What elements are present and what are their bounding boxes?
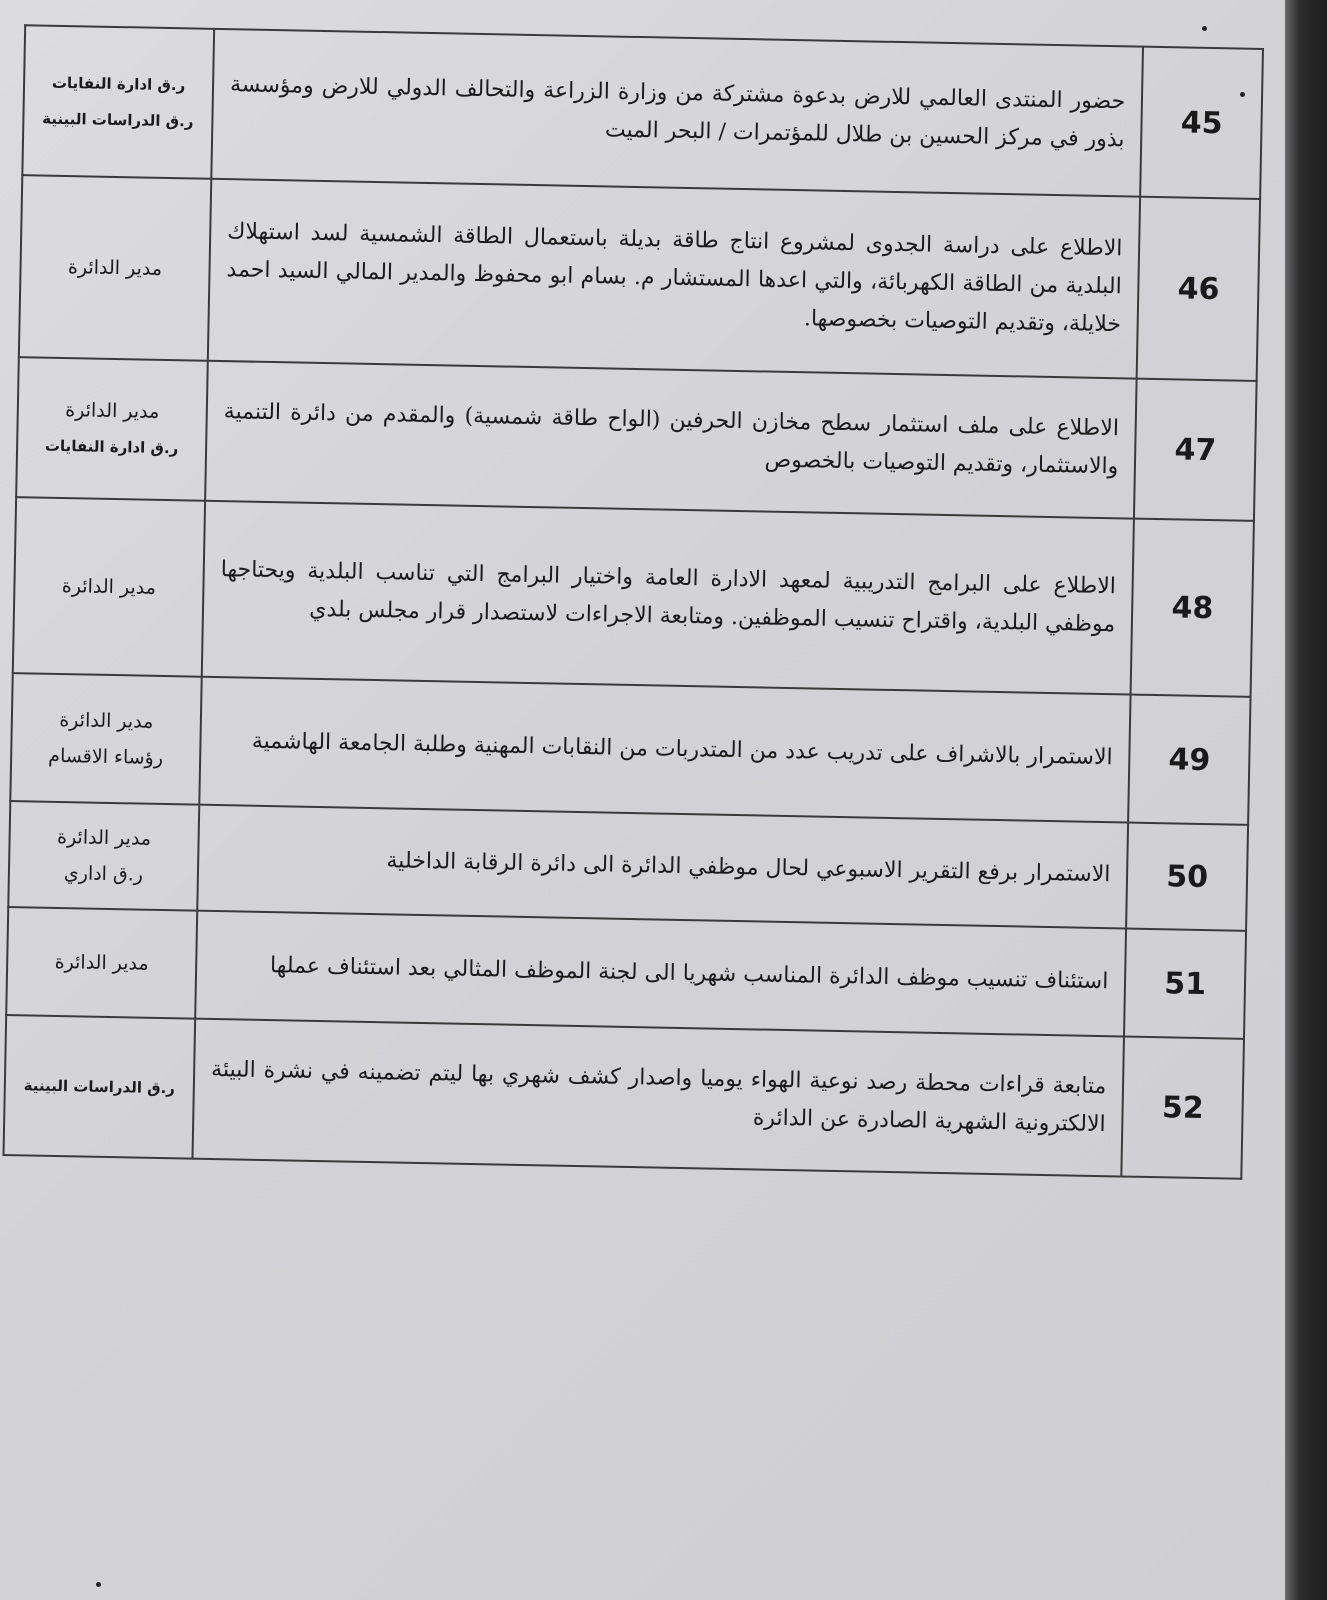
task-number: 52: [1122, 1037, 1244, 1179]
task-number: 49: [1128, 695, 1250, 825]
task-number: 45: [1140, 47, 1263, 199]
background-edge: [1285, 0, 1327, 1600]
responsible-name: مدير الدائرة: [65, 399, 160, 423]
task-description: الاطلاع على البرامج التدريبية لمعهد الادارة العامة واختيار البرامج التي تناسب البلدية ويحتاجها موظفي البلدية، واقتراح تنسيب الموظفين. ومتابعة الاجراءات لاستصدار قرار مجلس بلدي: [202, 501, 1135, 695]
task-number: 47: [1134, 379, 1256, 521]
responsible-cell: [22, 25, 214, 179]
ink-dot: [96, 1582, 101, 1587]
task-description: الاطلاع على دراسة الجدوى لمشروع انتاج طاقة بديلة باستعمال الطاقة الشمسية لسد استهلاك البلدية من الطاقة الكهربائة، والتي اعدها المستشار م. بسام ابو محفوظ والمدير المالي السيد احمد خلايلة، وتقديم التوصيات بخصوصها.: [208, 179, 1141, 379]
responsible-name: مدير الدائرة: [54, 950, 149, 975]
responsible-cell: [13, 497, 205, 677]
table-row: [10, 673, 1250, 825]
table-row: [13, 497, 1254, 697]
task-description: استئناف تنسيب موظف الدائرة المناسب شهريا الى لجنة الموظف المثالي بعد استئناف عملها: [195, 911, 1126, 1037]
responsible-name: ر.ق ادارة النفايات: [51, 73, 186, 95]
ink-dot: [1202, 26, 1207, 31]
responsible-cell: [6, 907, 197, 1019]
task-description: الاستمرار برفع التقرير الاسبوعي لحال موظفي الدائرة الى دائرة الرقابة الداخلية: [197, 805, 1128, 929]
table-row: [16, 357, 1256, 521]
task-number: 50: [1126, 823, 1248, 931]
responsible-name: مدير الدائرة: [59, 708, 154, 733]
responsible-cell: [8, 801, 199, 911]
responsible-name: ر.ق ادارة النفايات: [44, 436, 179, 458]
responsible-name: ر.ق الدراسات البينية: [23, 1076, 176, 1098]
responsible-cell: [19, 175, 211, 361]
task-description: حضور المنتدى العالمي للارض بدعوة مشتركة من وزارة الزراعة والتحالف الدولي للارض ومؤسسة بذور في مركز الحسين بن طلال للمؤتمرات / البحر الميت: [211, 29, 1143, 197]
task-number: 51: [1124, 929, 1246, 1039]
responsible-name: مدير الدائرة: [67, 256, 163, 280]
responsible-name: مدير الدائرة: [56, 825, 152, 850]
task-description: متابعة قراءات محطة رصد نوعية الهواء يوميا واصدار كشف شهري بها ليتم تضمينه في نشرة البيئة الالكترونية الشهرية الصادرة عن الدائرة: [192, 1019, 1124, 1177]
responsible-name: ر.ق الدراسات البينية: [42, 109, 194, 131]
responsible-cell: [16, 357, 208, 501]
task-number: 48: [1131, 519, 1254, 697]
task-number: 46: [1137, 197, 1260, 381]
table-row: [22, 25, 1263, 199]
task-description: الاستمرار بالاشراف على تدريب عدد من المتدربات من النقابات المهنية وطلبة الجامعة الهاشمية: [199, 677, 1131, 823]
tasks-table: [2, 24, 1264, 1180]
task-description: الاطلاع على ملف استثمار سطح مخازن الحرفين (الواح طاقة شمسية) والمقدم من دائرة التنمية والاستثمار، وتقديم التوصيات بالخصوص: [205, 361, 1137, 519]
responsible-cell: [10, 673, 201, 805]
table-row: [19, 175, 1260, 381]
table-row: [4, 1015, 1244, 1179]
responsible-name: ر.ق اداري: [63, 862, 144, 886]
responsible-name: رؤساء الاقسام: [48, 744, 164, 769]
responsible-name: مدير الدائرة: [61, 575, 157, 599]
responsible-cell: [4, 1015, 196, 1159]
